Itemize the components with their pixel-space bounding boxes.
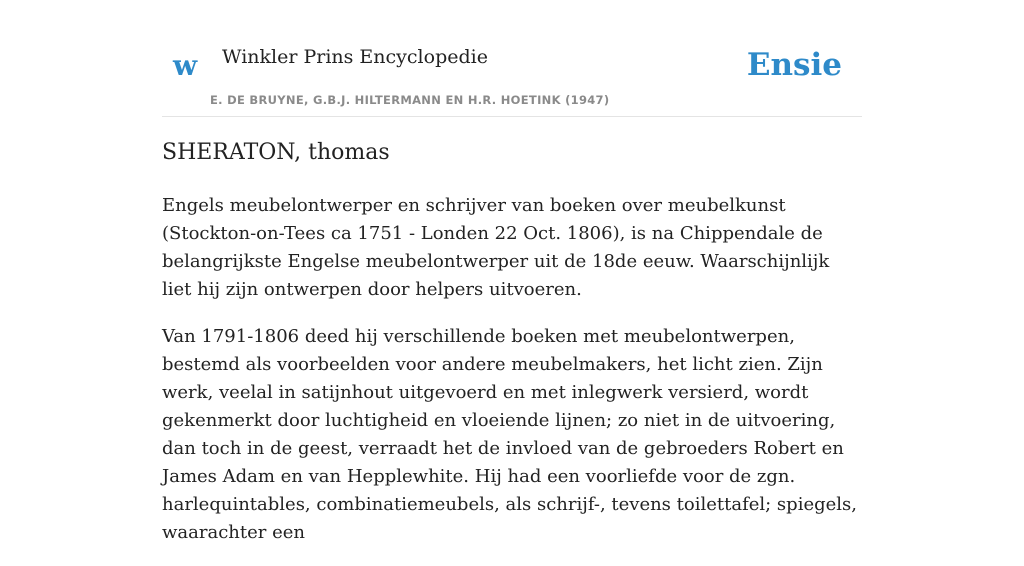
site-header — [162, 0, 862, 117]
article-body — [162, 192, 862, 566]
page — [162, 0, 862, 543]
article-title: SHERATON, thomas — [162, 140, 390, 165]
source-authors: E. DE BRUYNE, G.B.J. HILTERMANN EN H.R. HOETINK (1947) — [210, 93, 610, 107]
ensie-logo[interactable]: Ensie — [746, 47, 842, 83]
source-title-link[interactable]: Winkler Prins Encyclopedie — [222, 46, 488, 68]
article-paragraph: Van 1791-1806 deed hij verschillende boeken met meubelontwerpen, bestemd als voorbeelden voor andere meubelmakers, het licht zien. Zijn werk, veelal in satijnhout uitgevoerd en met inlegwerk versierd, wordt gekenmerkt door luchtigheid en vloeiende lijnen; zo niet in de uitvoering, dan toch in de geest, verraadt het de invloed van de gebroeders Robert en James Adam en van Hepplewhite. Hij had een voorliefde voor de zgn. harlequintables, combinatiemeubels, als schrijf-, tevens toilettafel; spiegels, waarachter een — [162, 326, 857, 543]
article-paragraph: Engels meubelontwerper en schrijver van boeken over meubelkunst (Stockton-on-Tees ca 1751 - Londen 22 Oct. 1806), is na Chippendale de belangrijkste Engelse meubelontwerper uit de 18de eeuw. Waarschijnlijk liet hij zijn ontwerpen door helpers uitvoeren. — [162, 195, 830, 300]
source-logo[interactable]: w — [173, 49, 198, 82]
